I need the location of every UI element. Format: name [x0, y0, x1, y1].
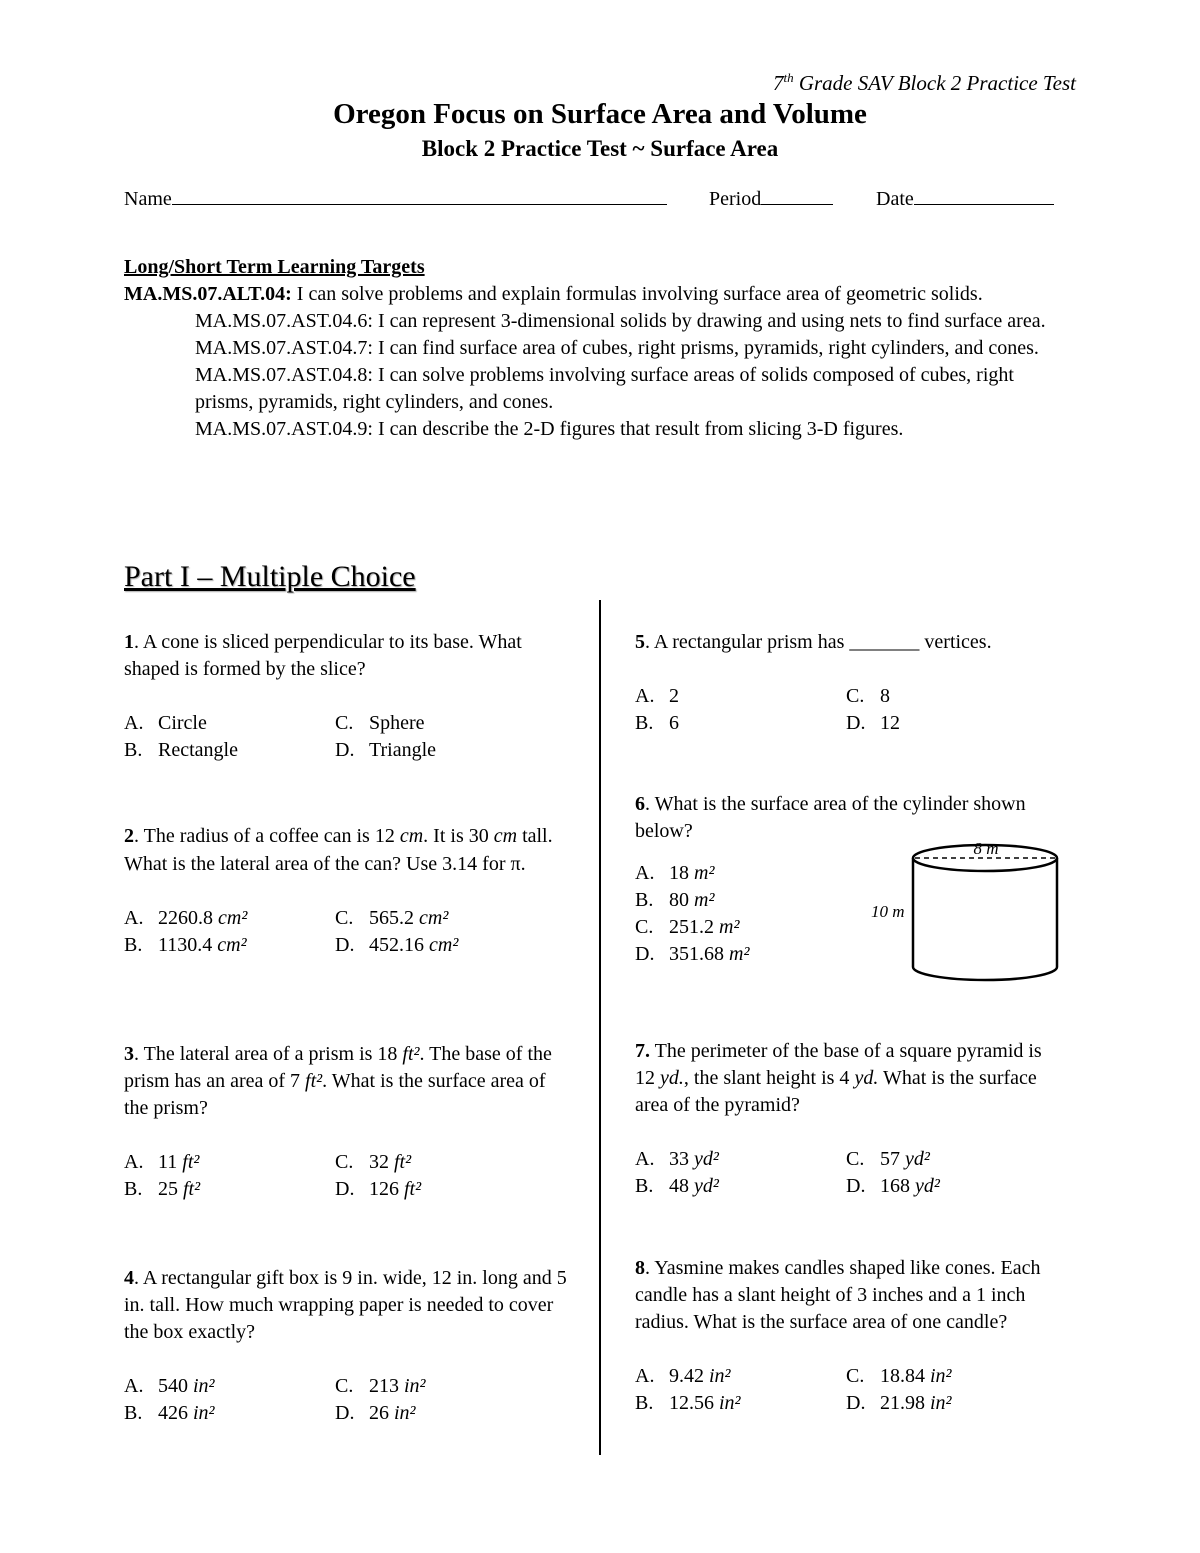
- cylinder-figure: [860, 835, 1070, 985]
- option-a[interactable]: A. 11 ft²: [124, 1151, 200, 1173]
- target-alt: MA.MS.07.ALT.04: I can solve problems and explain formulas involving surface area of geometric solids.: [124, 283, 983, 305]
- option-d[interactable]: D. 126 ft²: [335, 1178, 422, 1200]
- option-d[interactable]: D. Triangle: [335, 739, 437, 761]
- option-d[interactable]: D. 12: [846, 712, 900, 734]
- option-b[interactable]: B. 426 in²: [124, 1402, 215, 1424]
- date-field[interactable]: [876, 186, 1054, 211]
- name-blank[interactable]: [172, 186, 667, 205]
- option-d[interactable]: D. 21.98 in²: [846, 1392, 952, 1414]
- option-a[interactable]: A. 9.42 in²: [635, 1365, 731, 1387]
- target-item: MA.MS.07.AST.04.7: I can find surface area of cubes, right prisms, pyramids, right cylinders, and cones.: [195, 337, 1039, 359]
- option-a[interactable]: A. 540 in²: [124, 1375, 215, 1397]
- option-b[interactable]: B. 6: [635, 712, 679, 734]
- option-b[interactable]: B. 12.56 in²: [635, 1392, 741, 1414]
- learning-targets: [124, 254, 1064, 443]
- option-c[interactable]: C. 8: [846, 685, 890, 707]
- option-d[interactable]: D. 452.16 cm²: [335, 934, 459, 956]
- question-6: 6. What is the surface area of the cylinder shown below? A. 18 m² B. 80 m² C. 251.2 m² D. 351.68 m²: [635, 791, 1035, 968]
- period-field[interactable]: [709, 186, 833, 211]
- period-blank[interactable]: [761, 186, 833, 205]
- option-a[interactable]: A. 18 m²: [635, 862, 715, 884]
- option-b[interactable]: B. 1130.4 cm²: [124, 934, 247, 956]
- option-a[interactable]: A. Circle: [124, 712, 207, 734]
- question-2: 2. The radius of a coffee can is 12 cm. It is 30 cm tall. What is the lateral area of the can? Use 3.14 for π. A. 2260.8 cm² C. 565.2 cm² B. 1130.4 cm² D. 452.16 cm²: [124, 822, 574, 959]
- option-a[interactable]: A. 2: [635, 685, 679, 707]
- question-4: 4. A rectangular gift box is 9 in. wide, 12 in. long and 5 in. tall. How much wrapping paper is needed to cover the box exactly? A. 540 in² C. 213 in² B. 426 in² D. 26 in²: [124, 1265, 574, 1427]
- option-c[interactable]: C. 32 ft²: [335, 1151, 412, 1173]
- header-note: 7th Grade SAV Block 2 Practice Test: [772, 70, 1076, 95]
- targets-heading: Long/Short Term Learning Targets: [124, 256, 425, 278]
- page-title: Oregon Focus on Surface Area and Volume: [333, 98, 867, 130]
- target-item: MA.MS.07.AST.04.9: I can describe the 2-D figures that result from slicing 3-D figures.: [195, 418, 904, 440]
- question-3: 3. The lateral area of a prism is 18 ft². The base of the prism has an area of 7 ft². What is the surface area of the prism? A. 11 ft² C. 32 ft² B. 25 ft² D. 126 ft²: [124, 1041, 574, 1203]
- option-b[interactable]: B. 25 ft²: [124, 1178, 201, 1200]
- option-c[interactable]: C. 57 yd²: [846, 1148, 930, 1170]
- question-8: 8. Yasmine makes candles shaped like cones. Each candle has a slant height of 3 inches and a 1 inch radius. What is the surface area of one candle? A. 9.42 in² C. 18.84 in² B. 12.56 in² D. 21.98 in²: [635, 1255, 1075, 1417]
- target-item: MA.MS.07.AST.04.6: I can represent 3-dimensional solids by drawing and using nets to find surface area.: [195, 310, 1046, 332]
- option-a[interactable]: A. 2260.8 cm²: [124, 907, 248, 929]
- option-c[interactable]: C. 213 in²: [335, 1375, 426, 1397]
- option-a[interactable]: A. 33 yd²: [635, 1148, 719, 1170]
- option-b[interactable]: B. 48 yd²: [635, 1175, 719, 1197]
- question-1: 1. A cone is sliced perpendicular to its base. What shaped is formed by the slice? A. Circle C. Sphere B. Rectangle D. Triangle: [124, 629, 574, 764]
- period-label: Period: [709, 188, 762, 210]
- diameter-label: 8 m: [973, 839, 999, 858]
- option-c[interactable]: C. 565.2 cm²: [335, 907, 449, 929]
- date-label: Date: [876, 188, 914, 210]
- question-5: 5. A rectangular prism has _______ vertices. A. 2 C. 8 B. 6 D. 12: [635, 629, 1085, 737]
- date-blank[interactable]: [914, 186, 1054, 205]
- option-c[interactable]: C. 251.2 m²: [635, 916, 740, 938]
- name-label: Name: [124, 188, 172, 210]
- option-b[interactable]: B. Rectangle: [124, 739, 238, 761]
- name-field[interactable]: [124, 186, 667, 211]
- page-subtitle: Block 2 Practice Test ~ Surface Area: [421, 136, 779, 161]
- option-d[interactable]: D. 168 yd²: [846, 1175, 940, 1197]
- height-label: 10 m: [871, 902, 905, 921]
- question-7: 7. The perimeter of the base of a square pyramid is 12 yd., the slant height is 4 yd. What is the surface area of the pyramid? A. 33 yd² C. 57 yd² B. 48 yd² D. 168 yd²: [635, 1038, 1055, 1200]
- option-d[interactable]: D. 26 in²: [335, 1402, 416, 1424]
- option-d[interactable]: D. 351.68 m²: [635, 943, 750, 965]
- column-divider: [599, 600, 601, 1455]
- option-c[interactable]: C. 18.84 in²: [846, 1365, 952, 1387]
- option-b[interactable]: B. 80 m²: [635, 889, 715, 911]
- option-c[interactable]: C. Sphere: [335, 712, 425, 734]
- target-item: MA.MS.07.AST.04.8: I can solve problems involving surface areas of solids composed of cubes, right prisms, pyramids, right cylinders, and cones.: [195, 364, 1014, 413]
- part-heading: Part I – Multiple Choice: [124, 560, 416, 593]
